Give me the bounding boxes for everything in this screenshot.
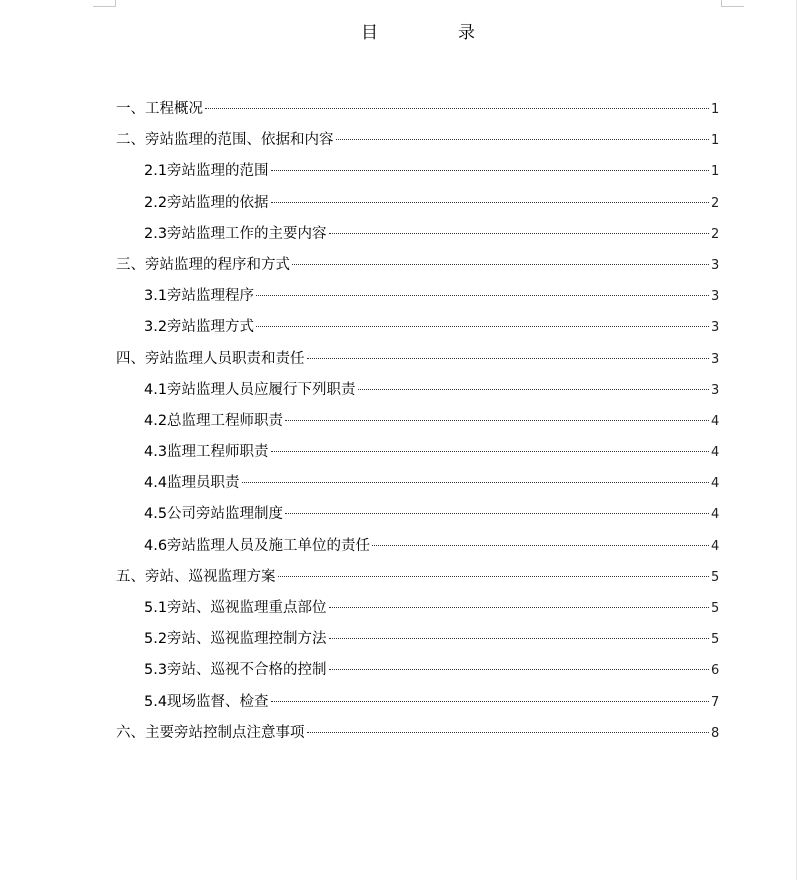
toc-entry[interactable] (116, 471, 719, 502)
toc-dot-leader (256, 295, 709, 296)
toc-dot-leader (307, 358, 710, 359)
toc-entry-page-number: 1 (711, 164, 720, 180)
toc-entry[interactable] (116, 315, 719, 346)
toc-entry[interactable] (116, 128, 719, 159)
toc-entry-label: 3.2旁站监理方式 (144, 319, 255, 336)
toc-entry-label: 一、工程概况 (116, 101, 203, 117)
toc-entry[interactable] (116, 284, 719, 315)
toc-entry-page-number: 3 (711, 351, 720, 367)
toc-dot-leader (256, 326, 709, 327)
toc-entry-page-number: 3 (711, 257, 720, 273)
toc-dot-leader (285, 420, 709, 421)
toc-dot-leader (358, 389, 709, 390)
toc-dot-leader (271, 170, 709, 171)
toc-dot-leader (372, 545, 709, 546)
toc-entry[interactable] (116, 502, 719, 533)
toc-title-char-1: 目 (361, 23, 378, 43)
toc-dot-leader (329, 233, 709, 234)
toc-entry[interactable] (116, 97, 719, 128)
toc-entry-label: 4.3监理工程师职责 (144, 444, 269, 461)
toc-dot-leader (271, 701, 709, 702)
toc-entry[interactable] (116, 721, 719, 752)
toc-entry-label: 2.3旁站监理工作的主要内容 (144, 225, 327, 242)
toc-entry-page-number: 7 (711, 694, 720, 710)
toc-entry-page-number: 4 (711, 507, 720, 523)
toc-entry-page-number: 2 (711, 195, 720, 211)
toc-entry[interactable] (116, 347, 719, 378)
toc-entry-page-number: 3 (711, 289, 720, 305)
toc-entry-label: 2.2旁站监理的依据 (144, 194, 269, 211)
toc-entry-label: 2.1旁站监理的范围 (144, 163, 269, 180)
toc-entry-page-number: 6 (711, 663, 720, 679)
toc-dot-leader (242, 482, 709, 483)
toc-entry-page-number: 4 (711, 538, 720, 554)
toc-dot-leader (329, 669, 709, 670)
toc-entry-page-number: 3 (711, 320, 720, 336)
toc-entry-page-number: 2 (711, 226, 720, 242)
toc-title (0, 18, 797, 42)
toc-entry[interactable] (116, 222, 719, 253)
toc-entry-label: 五、旁站、巡视监理方案 (116, 568, 276, 585)
toc-entry-page-number: 5 (711, 601, 720, 616)
toc-dot-leader (329, 638, 709, 639)
toc-entry[interactable] (116, 690, 719, 721)
toc-entry[interactable] (116, 440, 719, 471)
toc-dot-leader (285, 513, 709, 514)
toc-entry-page-number: 3 (711, 382, 720, 398)
table-of-contents (116, 97, 719, 752)
toc-entry[interactable] (116, 378, 719, 409)
toc-entry-page-number: 4 (711, 413, 720, 429)
toc-entry-label: 六、主要旁站控制点注意事项 (116, 724, 305, 741)
toc-entry-label: 5.2旁站、巡视监理控制方法 (144, 631, 327, 648)
toc-entry-label: 5.4现场监督、检查 (144, 693, 269, 710)
toc-dot-leader (336, 139, 710, 140)
toc-entry-page-number: 1 (711, 133, 720, 149)
toc-dot-leader (292, 264, 709, 265)
toc-entry-page-number: 4 (711, 476, 720, 492)
toc-entry[interactable] (116, 596, 719, 627)
toc-entry-page-number: 8 (711, 725, 720, 741)
toc-title-char-2: 录 (458, 23, 475, 43)
toc-entry[interactable] (116, 627, 719, 658)
toc-entry-label: 四、旁站监理人员职责和责任 (116, 350, 305, 367)
toc-entry[interactable] (116, 534, 719, 565)
toc-entry[interactable] (116, 191, 719, 222)
toc-entry-label: 4.5公司旁站监理制度 (144, 506, 284, 523)
toc-dot-leader (329, 607, 709, 608)
toc-dot-leader (205, 108, 709, 109)
toc-entry-page-number: 5 (711, 632, 720, 648)
toc-entry-label: 4.6旁站监理人员及施工单位的责任 (144, 537, 371, 554)
toc-entry-page-number: 1 (711, 102, 720, 117)
toc-entry-label: 4.4监理员职责 (144, 475, 240, 492)
crop-mark-top-left (93, 0, 116, 7)
toc-entry-label: 三、旁站监理的程序和方式 (116, 256, 290, 273)
toc-entry-label: 4.1旁站监理人员应履行下列职责 (144, 381, 356, 398)
toc-entry-page-number: 4 (711, 445, 720, 461)
crop-mark-top-right (721, 0, 744, 7)
toc-entry-page-number: 5 (711, 569, 720, 585)
toc-entry-label: 5.3旁站、巡视不合格的控制 (144, 662, 327, 679)
toc-entry-label: 二、旁站监理的范围、依据和内容 (116, 132, 334, 149)
toc-dot-leader (307, 732, 710, 733)
toc-entry[interactable] (116, 159, 719, 190)
toc-entry[interactable] (116, 253, 719, 284)
toc-dot-leader (271, 202, 709, 203)
toc-entry-label: 5.1旁站、巡视监理重点部位 (144, 600, 327, 616)
toc-entry[interactable] (116, 658, 719, 689)
toc-dot-leader (271, 451, 709, 452)
toc-entry[interactable] (116, 565, 719, 596)
toc-entry[interactable] (116, 409, 719, 440)
toc-entry-label: 4.2总监理工程师职责 (144, 412, 284, 429)
toc-entry-label: 3.1旁站监理程序 (144, 288, 255, 305)
toc-dot-leader (278, 576, 710, 577)
